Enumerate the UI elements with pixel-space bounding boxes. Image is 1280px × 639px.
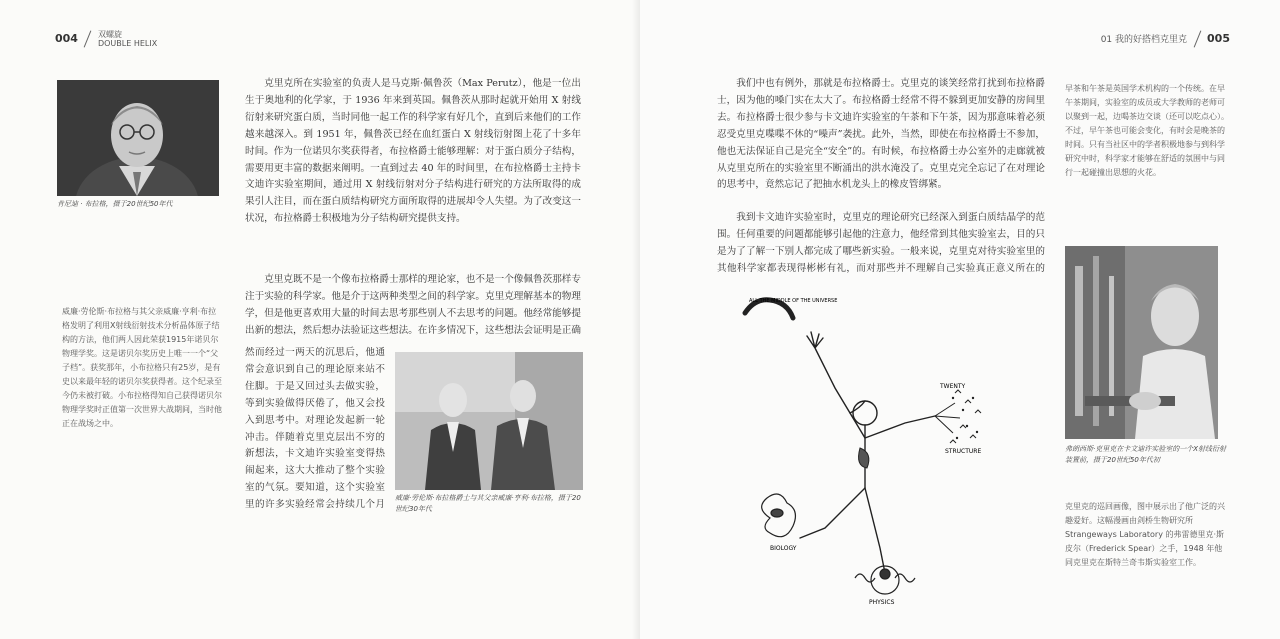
page-number-left: 004 <box>55 32 78 45</box>
left-paragraph-2: 克里克既不是一个像布拉格爵士那样的理论家，也不是一个像佩鲁茨那样专注于实验的科学家。他是介于这两种类型之间的科学家。克里克理解基本的物理学，但是他更喜欢用大量的时间去思考那些别人不去思考的问题。他经常能够提出新的想法，然后想办法验证这些想法。在许多情况下，这些想法会证明是正确 <box>245 274 581 336</box>
right-page <box>640 0 1280 639</box>
side-note-right-1: 早茶和午茶是英国学术机构的一个传统。在早午茶期间，实验室的成员或大学教师的老师可以聚到一起，边喝茶边交谈（还可以吃点心）。不过，早午茶也可能会变化，有时会是晚茶的时间。只有当社区中的学者积极地参与到科学研究中时，科学家才能够在舒适的氛围中与同行一起碰撞出思想的火花。 <box>1065 84 1229 177</box>
portrait-caption: 肯尼迪 · 布拉格，摄于20世纪50年代 <box>57 200 173 208</box>
book-title <box>98 30 157 48</box>
book-title-en: DOUBLE HELIX <box>97 39 158 48</box>
chapter-title: 01 我的好搭档克里克 <box>1100 35 1188 45</box>
left-header <box>55 30 157 48</box>
sketch-label-structure: STRUCTURE <box>945 448 982 455</box>
side-note-right-2: 克里克的巡回画像，图中展示出了他广泛的兴趣爱好。这幅漫画由剑桥生物研究所 Strangeways Laboratory 的弗雷德里克·斯皮尔（Frederick Spear）之手，1948 年他同克里克在斯特兰奇韦斯实验室工作。 <box>1065 502 1225 567</box>
left-paragraph-3: 然而经过一两天的沉思后，他通常会意识到自己的理论原来站不住脚。于是又回过头去做实验，等到实验做得厌倦了，他又会投入到思考中。对理论发起新一轮冲击。伴随着克里克层出不穷的新想法，卡文迪许实验室变得热闹起来，这大大推动了整个实验室的气氛。要知道，这个实验室里的许多实验经常会持续几个月 <box>245 347 385 511</box>
header-slash-right <box>1193 30 1201 47</box>
sketch-label-biology: BIOLOGY <box>770 545 797 552</box>
right-paragraph-1: 我们中也有例外，那就是布拉格爵士。克里克的谈笑经常打扰到布拉格爵士，因为他的嗓门实在太大了。布拉格爵士经常不得不躲到更加安静的房间里去。布拉格爵士很少参与卡文迪许实验室的午茶和下午茶，因为那意味着必须忍受克里克喋喋不休的“噪声”袭扰。此外，当然，即使在布拉格爵士不参加，他也无法保证自己是完全“安全”的。有时候，布拉格爵士办公室外的走廊就被从克里克所在的实验室里不断涌出的洪水淹没了。克里克完全忘记了在对理论的思考中，竟然忘记了把抽水机龙头上的橡皮管绑紧。 <box>717 78 1045 191</box>
right-header <box>1101 30 1230 48</box>
portrait-photo <box>57 80 219 196</box>
right-paragraph-2: 我到卡文迪许实验室时，克里克的理论研究已经深入到蛋白质结晶学的范围。任何重要的问题都能够引起他的注意力，他经常到其他实验室去，目的只是为了了解一下别人都完成了哪些新实验。一般来说，克里克对待实验室里的其他科学家都表现得彬彬有礼，而对那些并不理解自己实验真正意义所在的 <box>717 212 1045 274</box>
sketch-label-twenty: TWENTY <box>940 383 966 390</box>
bragg-pair-photo <box>395 352 583 490</box>
bragg-pair-caption: 威廉·劳伦斯·布拉格爵士与其父亲威廉·亨利·布拉格，摄于20世纪30年代 <box>395 494 581 513</box>
page-number-right: 005 <box>1207 32 1230 45</box>
crick-lab-photo <box>1065 246 1218 439</box>
crick-lab-caption: 弗朗西斯·克里克在卡文迪许实验室的一个X射线衍射装置前，摄于20世纪50年代初 <box>1065 445 1227 464</box>
sketch-label-physics: PHYSICS <box>869 599 895 606</box>
side-note-left: 威廉·劳伦斯·布拉格与其父亲威廉·亨利·布拉格发明了利用X射线衍射技术分析晶体原子结构的方法，他们两人因此荣获1915年诺贝尔物理学奖。这是诺贝尔奖历史上唯一一个“父子档”。获奖那年，小布拉格只有25岁，是有史以来最年轻的诺贝尔奖获得者。这个纪录至今仍未被打破。小布拉格得知自己获得诺贝尔物理学奖时正值第一次世界大战期间，当时他正在战场之中。 <box>62 307 222 428</box>
book-title-cn: 双螺旋 <box>97 30 122 39</box>
left-paragraph-1: 克里克所在实验室的负责人是马克斯·佩鲁茨（Max Perutz），他是一位出生于奥地利的化学家，于 1936 年来到英国。佩鲁茨从那时起就开始用 X 射线衍射来研究蛋白质，当时同他一起工作的科学家有好几个，直到后来他们的工作越来越深入。到 1951 年，佩鲁茨已经在血红蛋白 X 射线衍射图上花了十多年时间。作为一位诺贝尔奖获得者，布拉格爵士能够理解：对于蛋白质分子结构，需要用更丰富的数据来阐明。一直到过去 40 年的时间里，在布拉格爵士主持卡文迪许实验室期间，通过用 X 射线衍射对分子结构进行研究的方法所取得的成果引人注目，而在蛋白质结构研究方面所取得的进展却令人失望。为了改变这一状况，布拉格爵士积极地为分子结构研究提供支持。 <box>245 78 581 225</box>
header-slash <box>84 30 92 47</box>
sketch-label-top: ALL THE MIDDLE OF THE UNIVERSE <box>749 298 838 304</box>
crick-sketch <box>715 288 1015 608</box>
